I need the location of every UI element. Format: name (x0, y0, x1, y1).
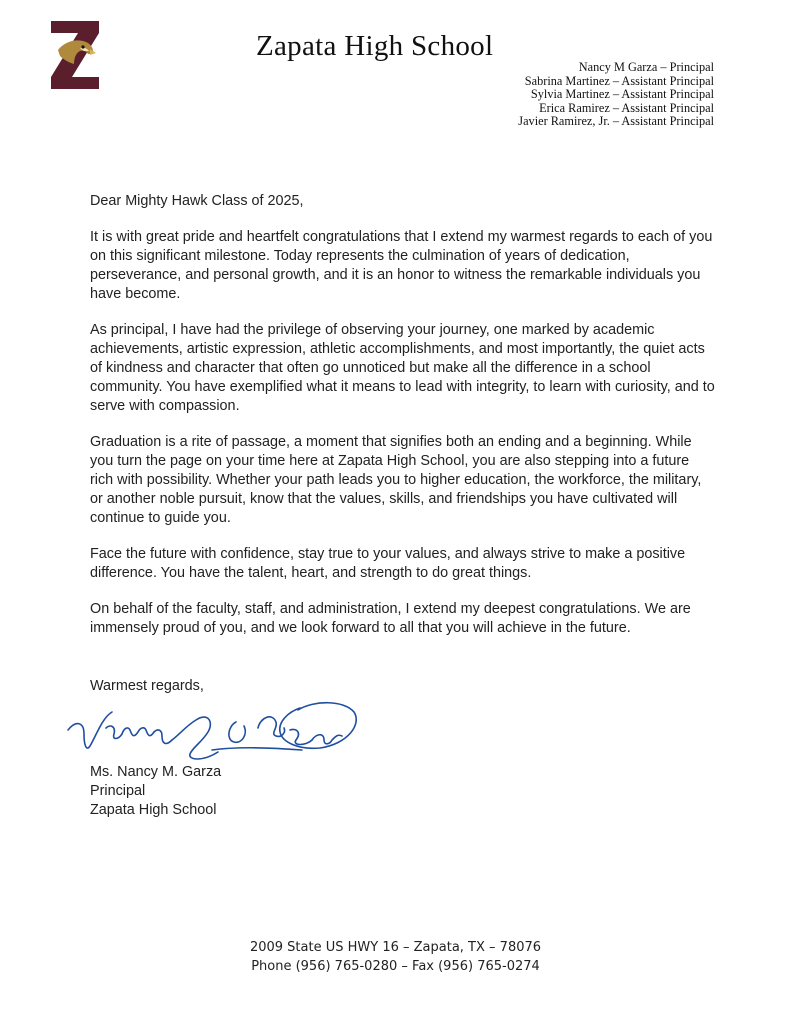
paragraph: On behalf of the faculty, staff, and administration, I extend my deepest congratulations. We are immensely proud of you, and we look forward to all that you will achieve in the future. (90, 601, 691, 636)
school-name: Zapata High School (256, 30, 494, 62)
staff-list (518, 61, 714, 129)
paragraph: Face the future with confidence, stay true to your values, and always strive to make a positive difference. You have the talent, heart, and strength to do great things. (90, 546, 686, 581)
staff-assistant-principal: Javier Ramirez, Jr. – Assistant Principal (518, 114, 714, 129)
hawk-z-logo-icon (50, 20, 100, 90)
signature-block (90, 763, 221, 820)
paragraph: As principal, I have had the privilege of observing your journey, one marked by academic achievements, artistic expression, athletic accomplishments, and most importantly, the quiet acts of kindness and character that often go unnoticed but make all the difference in a school community. You have exemplified what it means to lead with integrity, to learn with curiosity, and to serve with compassion. (90, 322, 715, 414)
signature (62, 688, 362, 768)
closing: Warmest regards, (90, 678, 204, 694)
paragraph: It is with great pride and heartfelt congratulations that I extend my warmest regards to each of you on this significant milestone. Today represents the culmination of years of dedication, perseverance, and personal growth, and it is an honor to witness the remarkable individuals you have become. (90, 229, 713, 302)
salutation: Dear Mighty Hawk Class of 2025, (90, 193, 304, 209)
footer (0, 938, 791, 976)
footer-phone-fax: Phone (956) 765-0280 – Fax (956) 765-0274 (251, 959, 540, 974)
paragraph: Graduation is a rite of passage, a moment that signifies both an ending and a beginning. While you turn the page on your time here at Zapata High School, you are also stepping into a future rich with possibility. Whether your path leads you to higher education, the workforce, the military, or another noble pursuit, know that the values, skills, and friendships you have cultivated will continue to guide you. (90, 434, 702, 526)
staff-assistant-principal: Sabrina Martinez – Assistant Principal (524, 73, 714, 88)
footer-address: 2009 State US HWY 16 – Zapata, TX – 78076 (249, 940, 542, 955)
staff-assistant-principal: Sylvia Martinez – Assistant Principal (530, 87, 714, 102)
staff-assistant-principal: Erica Ramirez – Assistant Principal (539, 100, 714, 115)
letter-body (90, 192, 715, 655)
signer-title: Principal (90, 783, 146, 799)
signer-name: Ms. Nancy M. Garza (90, 764, 222, 780)
signer-school: Zapata High School (90, 802, 217, 818)
staff-principal: Nancy M Garza – Principal (578, 60, 714, 74)
